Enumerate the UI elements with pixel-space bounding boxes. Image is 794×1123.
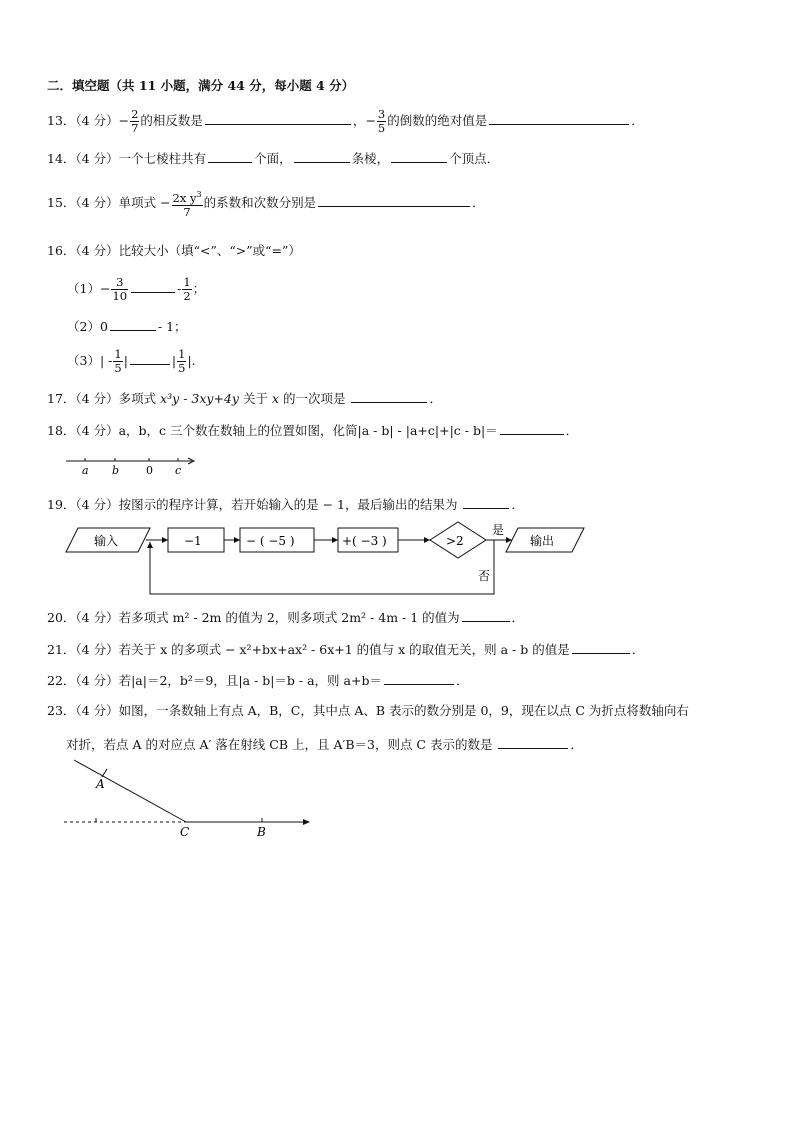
yes-label: 是 [492,523,505,537]
arrow-head-icon [162,537,168,543]
label-0: 0 [146,464,153,477]
answer-blank[interactable] [294,148,350,163]
answer-blank[interactable] [110,316,156,331]
answer-blank[interactable] [463,494,509,509]
answer-blank[interactable] [208,148,252,163]
question-21: 21．（4 分）若关于 x 的多项式 − x²+bx+ax² - 6x+1 的值与 x 的取值无关，则 a - b 的值是 ． [47,639,644,659]
fraction: $\frac{2}{7}$ [131,107,139,135]
label-b: b [112,464,120,477]
fraction: $\frac{2x y^3}{7}$ [172,190,202,219]
step2-label: − ( −5 ) [246,534,295,548]
label-A: A [96,777,105,791]
question-23-line-2: 对折，若点 A 的对应点 A′ 落在射线 CB 上，且 A′B＝3，则点 C 表示的数是 ． [66,734,583,754]
answer-blank[interactable] [498,734,568,749]
fraction: $\frac{1}{2}$ [183,275,191,303]
condition-label: >2 [446,534,464,548]
flowchart-figure [60,516,590,598]
folded-ray-line [74,760,186,822]
question-13: 13．（4 分）− $\frac{2}{7}$ 的相反数是 ，− $\frac{3}{5}$ 的倒数的绝对值是 ． [47,107,644,135]
answer-blank[interactable] [384,670,454,685]
answer-blank[interactable] [351,388,427,403]
question-22: 22．（4 分）若|a|＝2，b²＝9，且|a - b|＝b - a，则 a+b＝ ． [47,670,468,690]
fraction: $\frac{1}{5}$ [178,347,186,375]
arrow-head-icon [332,537,338,543]
question-16-part-3: （3）| - $\frac{1}{5}$ | | $\frac{1}{5}$ |. [67,347,196,375]
step1-label: −1 [184,534,202,548]
fraction: $\frac{3}{10}$ [112,275,128,303]
question-20: 20．（4 分）若多项式 m² - 2m 的值为 2，则多项式 2m² - 4m - 1 的值为 ． [47,607,524,627]
answer-blank[interactable] [500,420,564,435]
question-16-part-2: （2）0 - 1； [67,316,187,336]
question-18: 18．（4 分）a，b，c 三个数在数轴上的位置如图，化简|a - b| - |a+c|+|c - b|＝ ． [47,420,578,440]
answer-blank[interactable] [130,350,170,365]
question-15: 15．（4 分）单项式 − $\frac{2x y^3}{7}$ 的系数和次数分别是 ． [47,190,485,219]
answer-blank[interactable] [131,278,175,293]
section-title: 二．填空题（共 11 小题，满分 44 分，每小题 4 分） [47,78,355,93]
fraction: $\frac{1}{5}$ [114,347,122,375]
answer-blank[interactable] [391,148,447,163]
answer-blank[interactable] [489,110,629,125]
number-line-figure [60,452,210,478]
question-16-part-1: （1）− $\frac{3}{10}$ - $\frac{1}{2}$ ； [67,275,206,303]
arrow-head-icon [303,819,310,825]
label-B: B [257,825,266,839]
fraction: $\frac{3}{5}$ [377,107,386,135]
answer-blank[interactable] [318,192,470,207]
input-label: 输入 [94,534,119,548]
label-C: C [180,825,190,839]
answer-blank[interactable] [572,639,630,654]
fold-number-line-figure [60,756,320,840]
no-label: 否 [478,569,491,583]
arrow-head-icon [234,537,240,543]
label-a: a [82,464,89,477]
arrow-head-icon [147,542,153,548]
question-23-line-1: 23．（4 分）如图，一条数轴上有点 A，B，C，其中点 A、B 表示的数分别是 0，9，现在以点 C 为折点将数轴向右 [47,703,689,718]
output-label: 输出 [530,534,555,548]
label-c: c [175,464,182,477]
question-16: 16．（4 分）比较大小（填“<”、“>”或“=”） [47,243,301,258]
question-19: 19．（4 分）按图示的程序计算，若开始输入的是 − 1，最后输出的结果为 ． [47,494,524,514]
question-14: 14．（4 分）一个七棱柱共有 个面， 条棱， 个顶点． [47,148,499,168]
answer-blank[interactable] [462,607,510,622]
question-17: 17．（4 分）多项式 x³y - 3xy+4y 关于 x 的一次项是 ． [47,388,442,408]
answer-blank[interactable] [205,110,351,125]
step3-label: +( −3 ) [342,534,387,548]
tick-A [102,769,107,777]
